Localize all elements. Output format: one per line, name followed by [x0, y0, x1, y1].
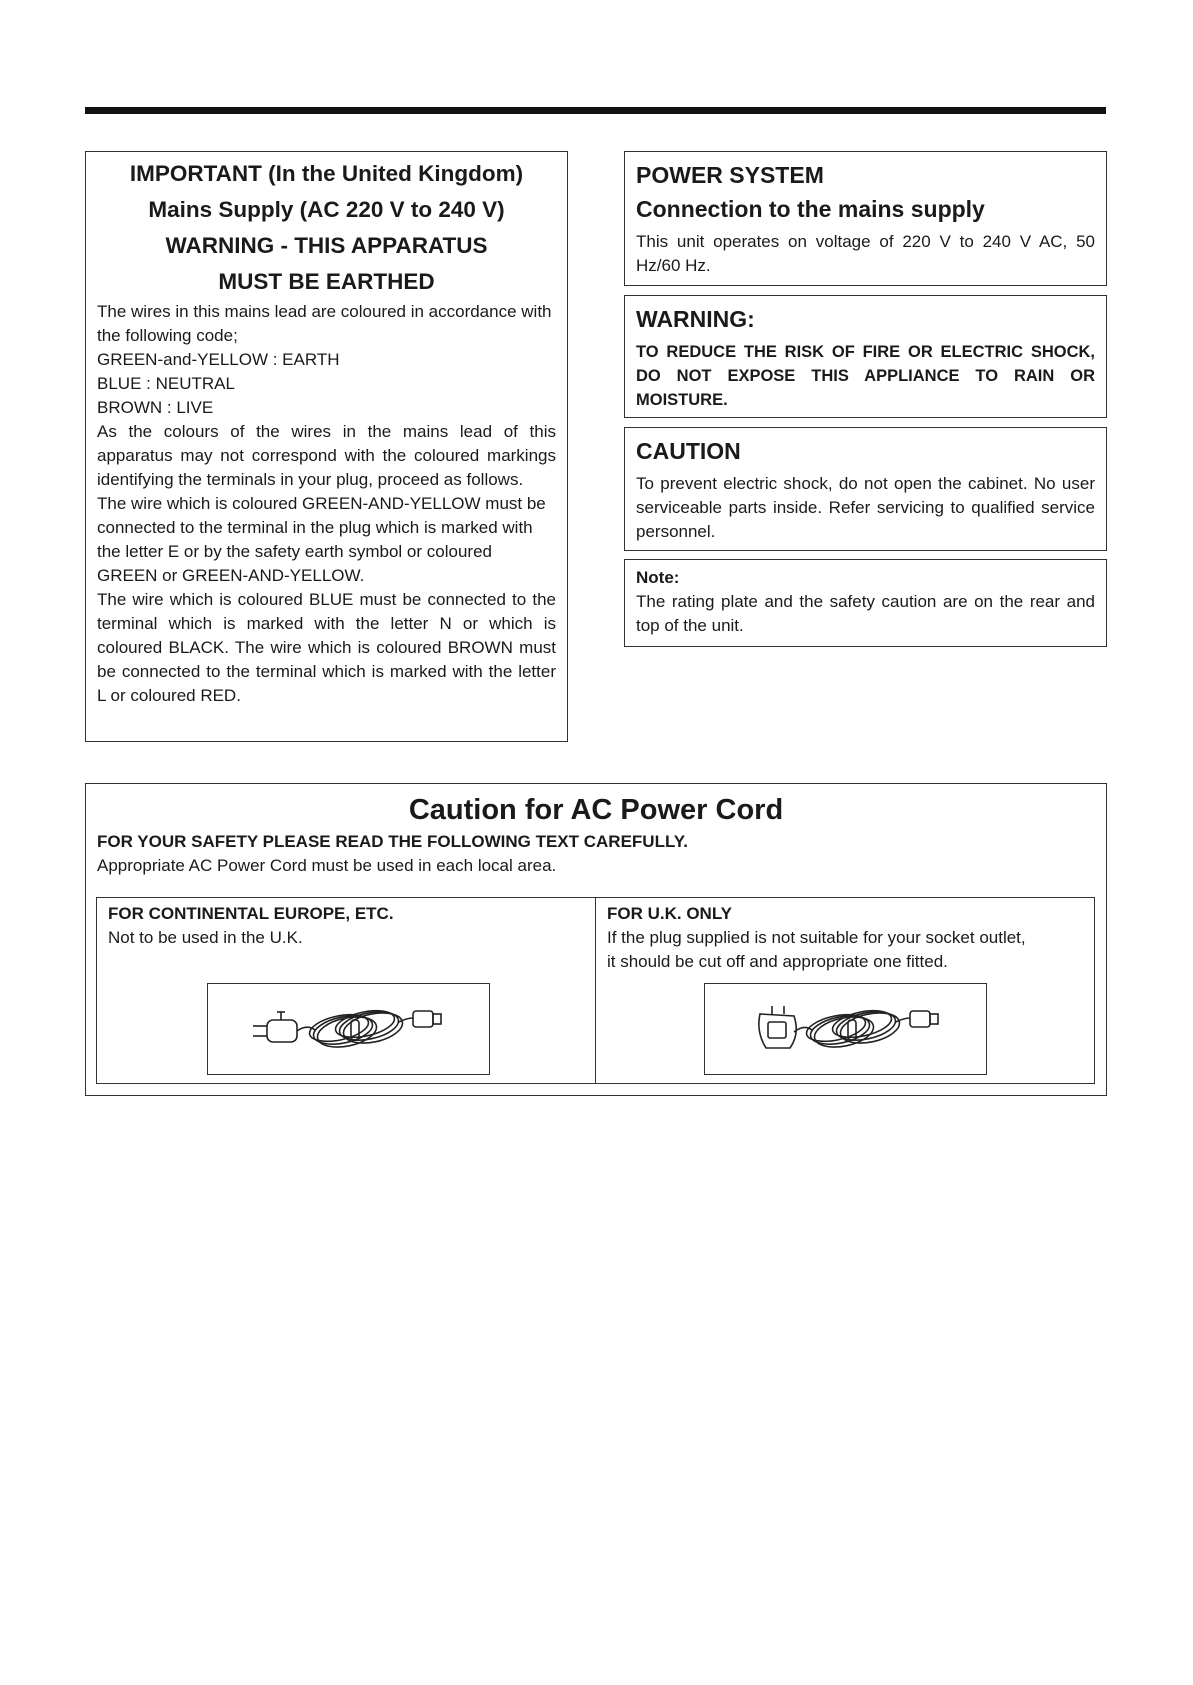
- warning-title: WARNING:: [636, 306, 755, 332]
- uk-heading-line-2: Mains Supply (AC 220 V to 240 V): [148, 197, 505, 222]
- uk-code-earth: GREEN-and-YELLOW : EARTH: [97, 350, 340, 369]
- warning-box: [624, 295, 1107, 418]
- cord-uk-column: [595, 898, 1094, 1083]
- cord-title: Caution for AC Power Cord: [408, 794, 784, 826]
- top-rule: [85, 107, 1106, 114]
- warning-text: TO REDUCE THE RISK OF FIRE OR ELECTRIC SHOCK, DO NOT EXPOSE THIS APPLIANCE TO RAIN OR MOISTURE.: [636, 343, 1095, 409]
- ac-power-cord-box: [85, 783, 1107, 1096]
- uk-para-2: As the colours of the wires in the mains lead of this apparatus may not correspond with the coloured markings identifying the terminals in your plug, proceed as follows.: [97, 422, 556, 489]
- uk-para-4: The wire which is coloured BLUE must be connected to the terminal which is marked with the letter N or which is coloured BLACK. The wire which is coloured BROWN must be connected to the terminal which is marked with the letter L or coloured RED.: [97, 590, 556, 705]
- uk-only-text-line-2: it should be cut off and appropriate one fitted.: [607, 952, 948, 971]
- uk-only-heading: FOR U.K. ONLY: [607, 904, 732, 923]
- cord-region-table: [96, 897, 1095, 1084]
- europe-text: Not to be used in the U.K.: [108, 928, 303, 947]
- power-system-box: [624, 151, 1107, 286]
- note-title: Note:: [636, 568, 680, 587]
- uk-code-neutral: BLUE : NEUTRAL: [97, 374, 235, 393]
- uk-only-text-line-1: If the plug supplied is not suitable for your socket outlet,: [607, 928, 1026, 947]
- note-text: The rating plate and the safety caution are on the rear and top of the unit.: [636, 592, 1095, 635]
- uk-mains-box: [85, 151, 568, 742]
- europe-plug-cord-icon: [249, 994, 449, 1064]
- caution-title: CAUTION: [636, 438, 741, 464]
- europe-heading: FOR CONTINENTAL EUROPE, ETC.: [108, 904, 394, 923]
- power-system-subtitle: Connection to the mains supply: [636, 196, 985, 222]
- uk-heading-line-4: MUST BE EARTHED: [218, 269, 435, 294]
- uk-heading-line-1: IMPORTANT (In the United Kingdom): [129, 161, 524, 186]
- note-box: [624, 559, 1107, 647]
- uk-para-1: The wires in this mains lead are coloured in accordance with the following code;: [97, 302, 552, 345]
- uk-para-3: The wire which is coloured GREEN-AND-YELLOW must be connected to the terminal in the plug which is marked with the letter E or by the safety earth symbol or coloured GREEN or GREEN-AND-YELLOW.: [97, 494, 546, 585]
- europe-cord-image-frame: [207, 983, 490, 1075]
- uk-code-live: BROWN : LIVE: [97, 398, 214, 417]
- uk-cord-image-frame: [704, 983, 987, 1075]
- caution-box: [624, 427, 1107, 551]
- uk-heading-line-3: WARNING - THIS APPARATUS: [165, 233, 488, 258]
- power-system-title: POWER SYSTEM: [636, 162, 824, 188]
- cord-europe-column: [97, 898, 595, 1083]
- caution-text: To prevent electric shock, do not open the cabinet. No user serviceable parts inside. Refer servicing to qualified service personnel.: [636, 474, 1095, 541]
- cord-subtitle: Appropriate AC Power Cord must be used in each local area.: [97, 856, 557, 875]
- power-system-text: This unit operates on voltage of 220 V to 240 V AC, 50 Hz/60 Hz.: [636, 232, 1095, 275]
- cord-safety-notice: FOR YOUR SAFETY PLEASE READ THE FOLLOWING TEXT CAREFULLY.: [97, 832, 688, 851]
- uk-plug-cord-icon: [746, 994, 946, 1064]
